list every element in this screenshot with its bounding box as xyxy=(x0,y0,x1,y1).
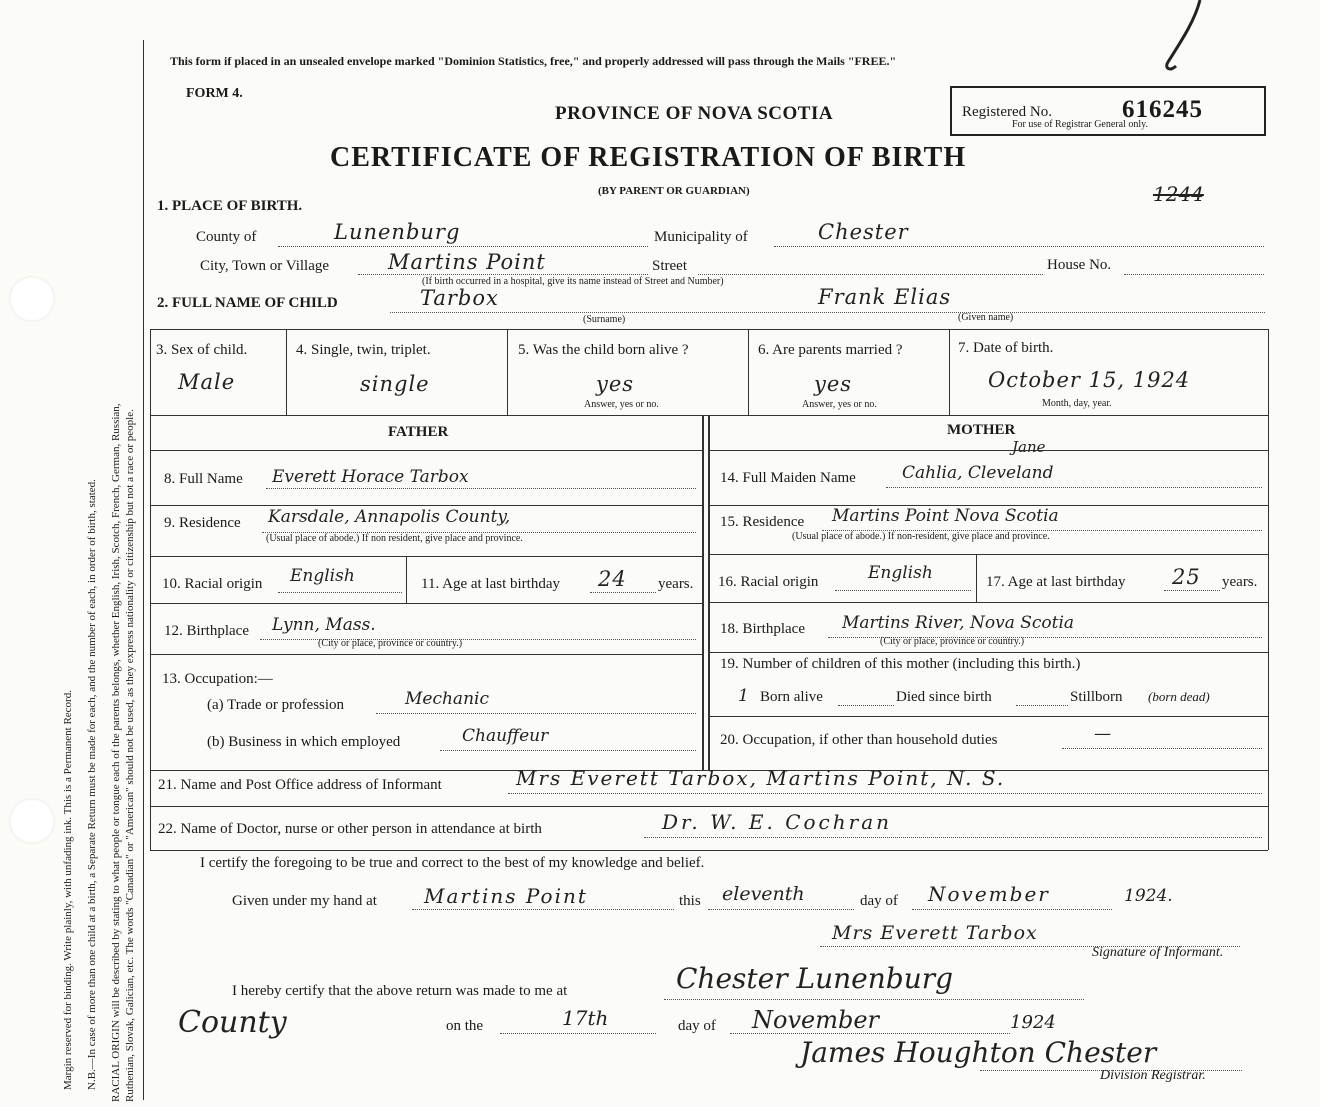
day-of-label: day of xyxy=(860,893,898,909)
child-surname-label: (Surname) xyxy=(583,314,626,325)
father-occupation-label: 13. Occupation:— xyxy=(162,671,273,687)
father-trade-label: (a) Trade or profession xyxy=(207,697,345,713)
mother-occupation-value: — xyxy=(1094,724,1111,744)
mother-age-label: 17. Age at last birthday xyxy=(986,574,1126,590)
father-racial-origin-value: English xyxy=(290,566,355,586)
left-border xyxy=(143,40,144,1100)
parents-married-note: Answer, yes or no. xyxy=(802,399,877,410)
binding-hole-top xyxy=(9,276,55,322)
father-business-value: Chauffeur xyxy=(462,726,549,746)
given-month-value: November xyxy=(928,882,1050,906)
given-day-value: eleventh xyxy=(722,883,805,905)
doctor-value: Dr. W. E. Cochran xyxy=(662,810,892,834)
province-title: PROVINCE OF NOVA SCOTIA xyxy=(555,103,834,124)
house-number-label: House No. xyxy=(1047,257,1112,273)
mother-birthplace-value: Martins River, Nova Scotia xyxy=(842,613,1075,633)
father-business-label: (b) Business in which employed xyxy=(207,734,401,750)
doctor-label: 22. Name of Doctor, nurse or other person in attendance at birth xyxy=(158,821,542,837)
binding-hole-bottom xyxy=(9,798,55,844)
city-label: City, Town or Village xyxy=(200,258,330,274)
registrar-place-cont: County xyxy=(178,1005,287,1040)
mother-stillborn-label: Stillborn xyxy=(1070,689,1123,705)
parents-married-value: yes xyxy=(814,372,853,396)
registrar-year-value: 1924 xyxy=(1010,1012,1056,1033)
mother-heading: MOTHER xyxy=(947,422,1016,438)
informant-label: 21. Name and Post Office address of Informant xyxy=(158,777,442,793)
date-of-birth-note: Month, day, year. xyxy=(1042,398,1112,409)
mother-residence-value: Martins Point Nova Scotia xyxy=(832,506,1059,526)
mother-died-label: Died since birth xyxy=(896,689,992,705)
plurality-label: 4. Single, twin, triplet. xyxy=(296,342,431,358)
sex-label: 3. Sex of child. xyxy=(156,342,248,358)
plurality-value: single xyxy=(360,372,430,396)
sex-value: Male xyxy=(178,370,236,394)
father-heading: FATHER xyxy=(388,424,449,440)
child-surname: Tarbox xyxy=(420,286,499,310)
born-alive-label: 5. Was the child born alive ? xyxy=(518,342,689,358)
registered-number-note: For use of Registrar General only. xyxy=(1012,119,1148,130)
registered-number-label: Registered No. xyxy=(962,104,1052,120)
corner-number: 1244 xyxy=(1153,182,1204,206)
form-number: FORM 4. xyxy=(186,86,243,101)
informant-value: Mrs Everett Tarbox, Martins Point, N. S. xyxy=(516,766,1006,790)
registrar-month-value: November xyxy=(752,1006,880,1034)
ink-stroke xyxy=(1140,0,1220,90)
registrar-day-of-label: day of xyxy=(678,1018,716,1034)
given-year-value: 1924. xyxy=(1124,886,1173,906)
born-alive-value: yes xyxy=(596,372,635,396)
mother-age-years: years. xyxy=(1222,574,1258,590)
division-registrar-label: Division Registrar. xyxy=(1100,1068,1206,1083)
father-trade-value: Mechanic xyxy=(405,689,489,709)
mail-note: This form if placed in an unsealed envelope marked "Dominion Statistics, free," and properly addressed will pass through the Mails "FREE." xyxy=(170,54,897,68)
mother-name-label: 14. Full Maiden Name xyxy=(720,470,856,486)
mother-born-alive-value: 1 xyxy=(738,686,749,706)
father-residence-label: 9. Residence xyxy=(164,515,241,531)
side-note-binding: Margin reserved for binding. Write plainly, with unfading ink. This is a Permanent Record. xyxy=(62,690,74,1090)
informant-signature: Mrs Everett Tarbox xyxy=(832,922,1038,944)
father-birthplace-value: Lynn, Mass. xyxy=(272,615,376,635)
certificate-title: CERTIFICATE OF REGISTRATION OF BIRTH xyxy=(330,142,967,173)
parents-married-label: 6. Are parents married ? xyxy=(758,342,903,358)
mother-birthplace-label: 18. Birthplace xyxy=(720,621,805,637)
place-of-birth-label: 1. PLACE OF BIRTH. xyxy=(157,198,303,214)
child-given-name: Frank Elias xyxy=(818,285,952,309)
mother-name-value: Cahlia, Cleveland xyxy=(902,463,1054,483)
mother-born-alive-label: Born alive xyxy=(760,689,823,705)
city-value: Martins Point xyxy=(388,250,546,274)
father-racial-origin-label: 10. Racial origin xyxy=(162,576,263,592)
date-of-birth-value: October 15, 1924 xyxy=(988,368,1191,392)
father-name-label: 8. Full Name xyxy=(164,471,243,487)
municipality-value: Chester xyxy=(818,220,909,244)
municipality-label: Municipality of xyxy=(654,229,748,245)
registered-number-value: 616245 xyxy=(1122,96,1203,123)
certify-statement: I certify the foregoing to be true and correct to the best of my knowledge and belief. xyxy=(200,855,705,871)
county-label: County of xyxy=(196,229,257,245)
mother-age-value: 25 xyxy=(1172,565,1201,589)
hospital-note: (If birth occurred in a hospital, give its name instead of Street and Number) xyxy=(422,276,724,287)
registrar-statement: I hereby certify that the above return was made to me at xyxy=(232,983,568,999)
father-age-years: years. xyxy=(658,576,694,592)
side-note-racial-origin-1: RACIAL ORIGIN will be described by stating to what people or tongue each of the parents belongs, whether English, Irish, Scotch, French, German, Russian, xyxy=(110,403,122,1102)
registrar-day-value: 17th xyxy=(562,1006,609,1030)
county-value: Lunenburg xyxy=(334,220,461,244)
mother-residence-label: 15. Residence xyxy=(720,514,805,530)
mother-name-insert: Jane xyxy=(1012,438,1046,456)
mother-occupation-label: 20. Occupation, if other than household duties xyxy=(720,732,998,748)
father-age-value: 24 xyxy=(598,567,627,591)
father-age-label: 11. Age at last birthday xyxy=(421,576,560,592)
registered-number-box xyxy=(950,86,1266,136)
father-birthplace-label: 12. Birthplace xyxy=(164,623,249,639)
mother-racial-origin-value: English xyxy=(868,563,933,583)
side-note-multiple-births: N.B.—In case of more than one child at a birth, a Separate Return must be made for each, and the number of each, in order of birth, stated. xyxy=(86,479,98,1090)
side-note-racial-origin-2: Ruthenian, Slovak, Galician, etc. The words "Canadian" or "American" should not be used, as they express nationality or citizenship but not a race or people. xyxy=(124,409,136,1102)
father-residence-note: (Usual place of abode.) If non resident, give place and province. xyxy=(266,533,523,544)
child-given-name-label: (Given name) xyxy=(958,312,1014,323)
given-under-hand-label: Given under my hand at xyxy=(232,893,377,909)
registrar-signature: James Houghton Chester xyxy=(800,1036,1157,1069)
born-alive-note: Answer, yes or no. xyxy=(584,399,659,410)
informant-signature-label: Signature of Informant. xyxy=(1092,945,1224,960)
registrar-place-value: Chester Lunenburg xyxy=(676,962,954,995)
mother-birthplace-note: (City or place, province or country.) xyxy=(880,636,1025,647)
mother-residence-note: (Usual place of abode.) If non-resident, give place and province. xyxy=(792,531,1050,542)
child-name-label: 2. FULL NAME OF CHILD xyxy=(157,295,338,311)
this-label: this xyxy=(679,893,701,909)
father-name-value: Everett Horace Tarbox xyxy=(272,467,469,487)
on-the-label: on the xyxy=(446,1018,484,1034)
street-label: Street xyxy=(652,258,687,274)
mother-racial-origin-label: 16. Racial origin xyxy=(718,574,819,590)
father-residence-value: Karsdale, Annapolis County, xyxy=(268,507,511,527)
father-birthplace-note: (City or place, province or country.) xyxy=(318,638,463,649)
date-of-birth-label: 7. Date of birth. xyxy=(958,340,1054,356)
certificate-subtitle: (BY PARENT OR GUARDIAN) xyxy=(598,185,750,197)
mother-stillborn-note: (born dead) xyxy=(1148,689,1210,704)
mother-children-label: 19. Number of children of this mother (including this birth.) xyxy=(720,656,1081,672)
given-place-value: Martins Point xyxy=(424,884,588,908)
